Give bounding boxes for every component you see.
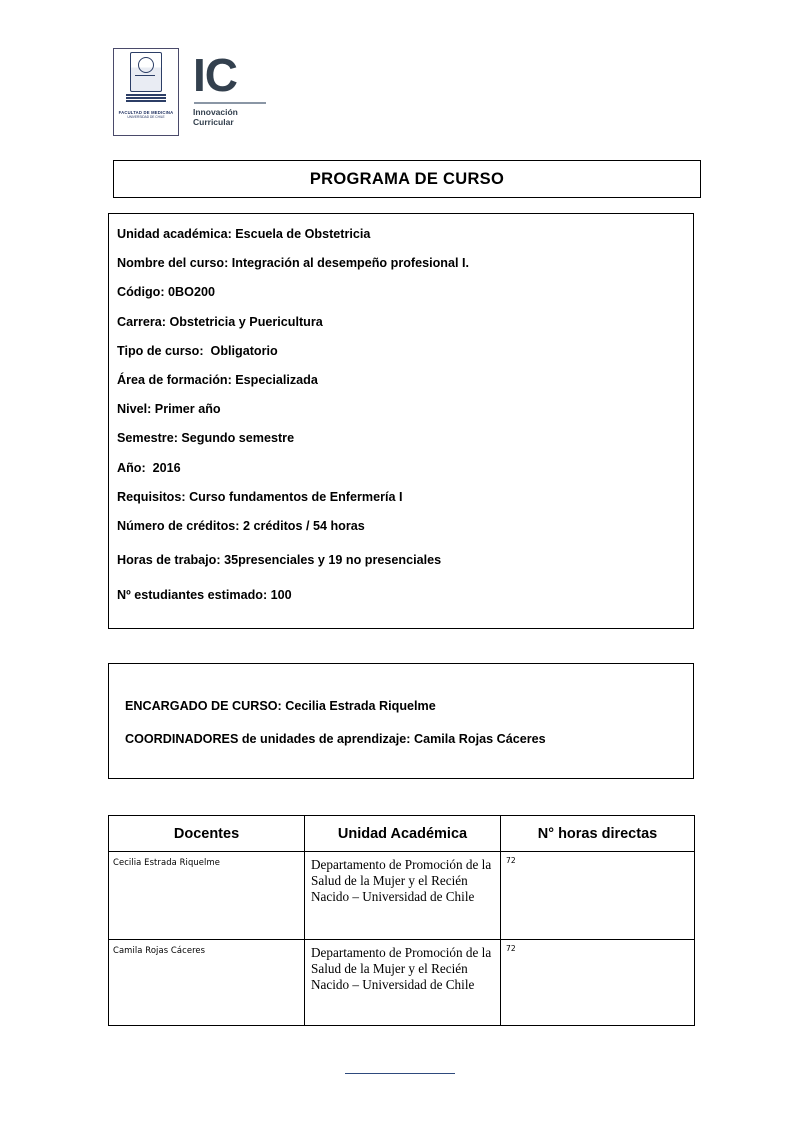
course-info-line: Nº estudiantes estimado: 100: [117, 588, 292, 603]
course-info-line: Código: 0BO200: [117, 285, 215, 300]
innovacion-curricular-logo: [193, 48, 273, 128]
crest-shield-icon: [130, 52, 162, 92]
course-info-line: Horas de trabajo: 35presenciales y 19 no presenciales: [117, 553, 442, 568]
faculty-logo-line1: FACULTAD DE MEDICINA: [118, 110, 174, 115]
course-info-line: Año: 2016: [117, 460, 181, 475]
column-header-horas-directas: N° horas directas: [501, 816, 695, 852]
page-title: PROGRAMA DE CURSO: [309, 169, 505, 188]
column-header-unidad-academica: Unidad Académica: [305, 816, 501, 852]
table-header-row: [109, 816, 695, 852]
course-info-line: Tipo de curso: Obligatorio: [117, 343, 278, 358]
ic-subtitle-line1: Innovación: [193, 106, 238, 117]
teachers-table: [108, 815, 695, 1026]
course-staff-box: [108, 663, 694, 779]
course-info-line: Requisitos: Curso fundamentos de Enfermería I: [117, 489, 403, 504]
cell-unidad: Departamento de Promoción de la Salud de la Mujer y el Recién Nacido – Universidad de Chile: [305, 852, 501, 940]
cell-docente: Cecilia Estrada Riquelme: [109, 852, 305, 940]
faculty-of-medicine-crest-icon: [113, 48, 179, 136]
crest-bars-icon: [124, 94, 168, 108]
ic-initials: IC: [193, 49, 237, 101]
course-coordinators-line: COORDINADORES de unidades de aprendizaje: Camila Rojas Cáceres: [125, 731, 546, 746]
course-lead-line: ENCARGADO DE CURSO: Cecilia Estrada Riquelme: [125, 699, 436, 713]
course-info-line: Área de formación: Especializada: [117, 372, 318, 387]
course-info-line: Semestre: Segundo semestre: [117, 431, 295, 446]
course-info-line: Número de créditos: 2 créditos / 54 horas: [117, 518, 365, 533]
ic-divider: [194, 102, 266, 104]
document-title-box: [113, 160, 701, 198]
course-info-line: Carrera: Obstetricia y Puericultura: [117, 314, 323, 329]
table-row: [109, 940, 695, 1026]
column-header-docentes: Docentes: [109, 816, 305, 852]
ic-subtitle-line2: Curricular: [193, 117, 234, 128]
course-info-line: Nivel: Primer año: [117, 402, 221, 417]
header-logos: [113, 48, 273, 136]
faculty-logo-line2: UNIVERSIDAD DE CHILE: [127, 115, 165, 120]
cell-horas: 72: [501, 940, 695, 1026]
cell-horas: 72: [501, 852, 695, 940]
course-info-line: Unidad académica: Escuela de Obstetricia: [117, 227, 371, 241]
cell-unidad: Departamento de Promoción de la Salud de la Mujer y el Recién Nacido – Universidad de Chile: [305, 940, 501, 1026]
table-row: [109, 852, 695, 940]
footer-divider: [345, 1073, 455, 1074]
cell-docente: Camila Rojas Cáceres: [109, 940, 305, 1026]
course-info-line: Nombre del curso: Integración al desempeño profesional I.: [117, 256, 469, 271]
course-info-box: [108, 213, 694, 629]
